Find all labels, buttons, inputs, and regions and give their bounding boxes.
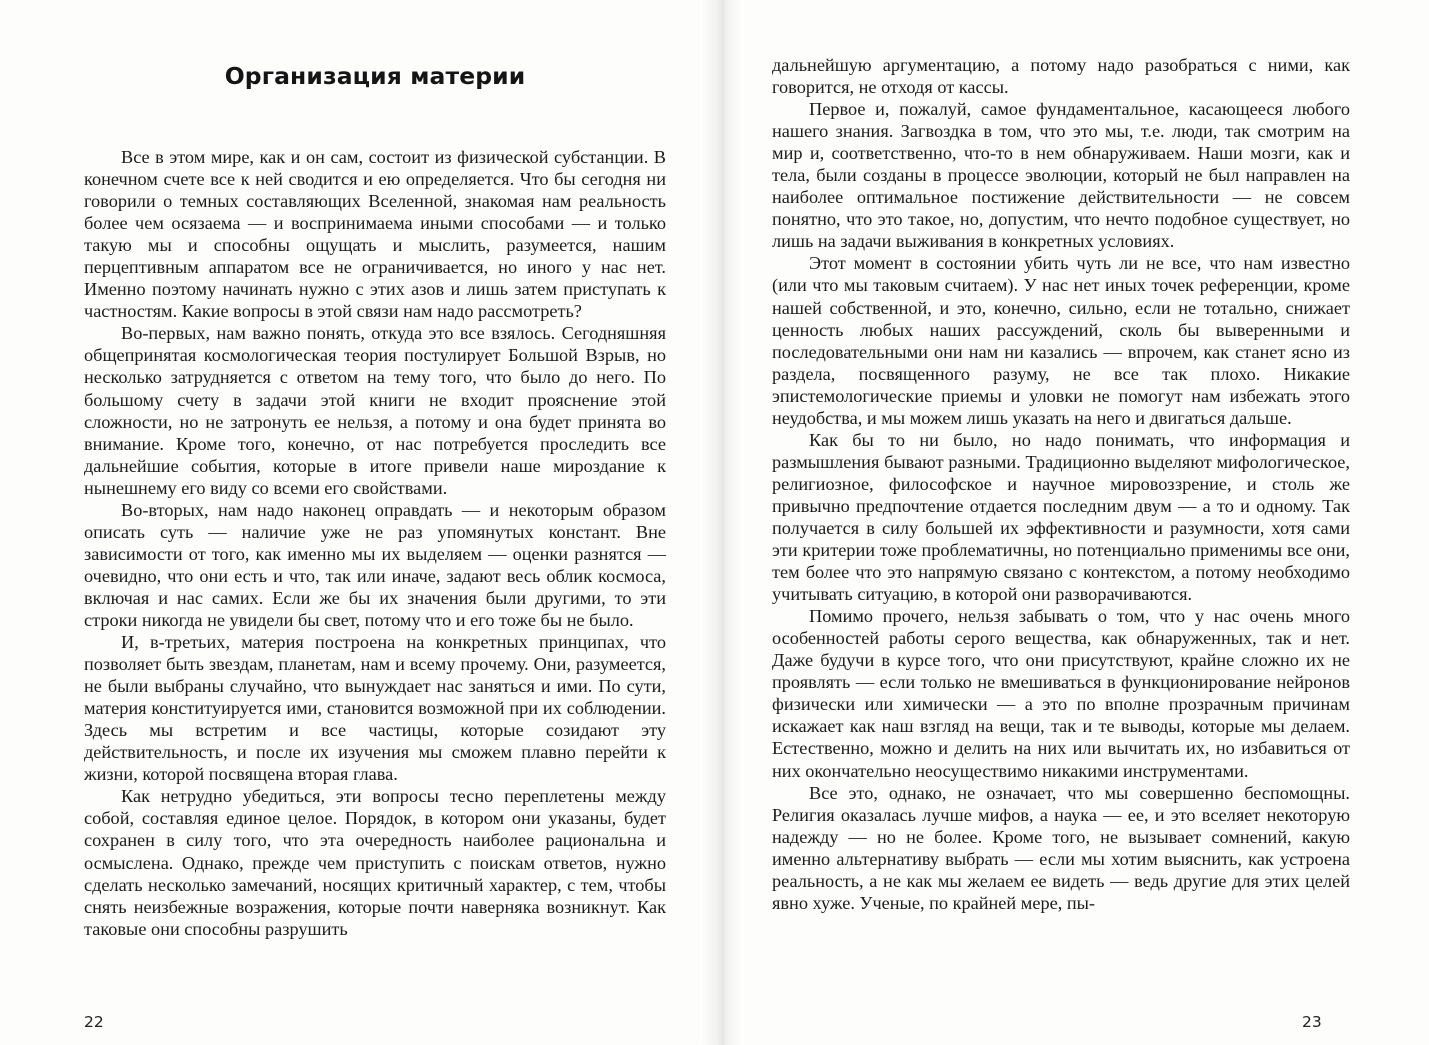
- paragraph: Помимо прочего, нельзя забывать о том, что у нас очень много особенностей работы серого вещества, как обнаруженных, так и нет. Даже будучи в курсе того, что они присутствуют, крайне сложно их не проявлять — если только не вмешиваться в функционирование нейронов физически или химически — а это по вполне прозрачным причинам искажает как наш взгляд на вещи, так и те выводы, которые мы делаем. Естественно, можно и делить на них или вычитать их, но избавиться от них окончательно неосуществимо никакими инструментами.: [772, 606, 1350, 781]
- paragraph: И, в-третьих, материя построена на конкретных принципах, что позволяет быть звездам, планетам, нам и всему прочему. Они, разумеется, не были выбраны случайно, что вынуждает нас заняться и ими. По сути, материя конституируется ими, становится возможной при их соблюдении. Здесь мы встретим и все частицы, которые созидают эту действительность, и после их изучения мы сможем плавно перейти к жизни, которой посвящена вторая глава.: [84, 632, 666, 785]
- paragraph: Первое и, пожалуй, самое фундаментальное, касающееся любого нашего знания. Загвоздка в том, что это мы, т.е. люди, так смотрим на мир и, соответственно, что-то в нем обнаруживаем. Наши мозги, как и тела, были созданы в процессе эволюции, который не был направлен на наиболее оптимальное постижение действительности — не совсем понятно, что это такое, но, допустим, что нечто подобное существует, но лишь на задачи выживания в конкретных условиях.: [772, 99, 1350, 252]
- right-page: [735, 0, 1429, 1045]
- paragraph: Во-первых, нам важно понять, откуда это все взялось. Сегодняшняя общепринятая космологическая теория постулирует Большой Взрыв, но несколько затрудняется с ответом на тему того, что было до него. По большому счету в задачи этой книги не входит прояснение этой сложности, но не затронуть ее нельзя, а потому и она будет принята во внимание. Кроме того, конечно, от нас потребуется проследить все дальнейшие события, которые в итоге привели наше мироздание к нынешнему его виду со всеми его свойствами.: [84, 323, 666, 498]
- paragraph-continuation: дальнейшую аргументацию, а потому надо разобраться с ними, как говорится, не отходя от кассы.: [772, 55, 1350, 98]
- paragraph: Во-вторых, нам надо наконец оправдать — и некоторым образом описать суть — наличие уже не раз упомянутых констант. Вне зависимости от того, как именно мы их выделяем — оценки разнятся — очевидно, что они есть и что, так или иначе, задают весь облик космоса, включая и нас самих. Если же бы их значения были другими, то эти строки никогда не увидели бы свет, потому что и его тоже бы не было.: [84, 499, 666, 630]
- paragraph: Все это, однако, не означает, что мы совершенно беспомощны. Религия оказалась лучше мифов, а наука — ее, и это вселяет некоторую надежду — но не более. Кроме того, не вызывает сомнений, какую именно альтернативу выбрать — если мы хотим выяснить, как устроена реальность, а не как мы желаем ее видеть — ведь другие для этих целей явно хуже. Ученые, по крайней мере, пы-: [772, 782, 1350, 913]
- left-page-text: [84, 146, 666, 940]
- chapter-heading: Организация материи: [224, 62, 526, 90]
- paragraph: Как нетрудно убедиться, эти вопросы тесно переплетены между собой, составляя единое целое. Порядок, в котором они указаны, будет сохранен в силу того, что эта очередность наиболее рациональна и осмыслена. Однако, прежде чем приступить с поискам ответов, нужно сделать несколько замечаний, носящих критичный характер, с тем, чтобы снять неизбежные возражения, которые почти наверняка возникнут. Как таковые они способны разрушить: [84, 786, 666, 939]
- paragraph: Как бы то ни было, но надо понимать, что информация и размышления бывают разными. Традиционно выделяют мифологическое, религиозное, философское и научное мировоззрение, и столь же привычно предпочтение отдается последним двум — а то и одному. Так получается в силу большей их эффективности и разумности, хотя сами эти критерии тоже проблематичны, но потенциально применимы все они, тем более что это напрямую связано с контекстом, а потому необходимо учитывать ситуацию, в которой они разворачиваются.: [772, 429, 1350, 605]
- page-number: 22: [84, 1013, 104, 1031]
- paragraph: Все в этом мире, как и он сам, состоит из физической субстанции. В конечном счете все к ней сводится и ею определяется. Что бы сегодня ни говорили о темных составляющих Вселенной, знакомая нам реальность более чем осязаема — и воспринимаема иными способами — и только такую мы и способны ощущать и мыслить, разумеется, нашим перцептивным аппаратом все не ограничивается, но иного у нас нет. Именно поэтому начинать нужно с этих азов и лишь затем приступать к частностям. Какие вопросы в этой связи нам надо рассмотреть?: [84, 147, 666, 322]
- page-number: 23: [1302, 1013, 1322, 1031]
- paragraph: Этот момент в состоянии убить чуть ли не все, что нам известно (или что мы таковым считаем). У нас нет иных точек референции, кроме нашей собственной, и это, конечно, сильно, если не тотально, снижает ценность любых наших рассуждений, сколь бы выверенными и последовательными они нам ни казались — впрочем, как станет ясно из раздела, посвященного разуму, не все так плохо. Никакие эпистемологические приемы и уловки не помогут нам избежать этого неудобства, и мы можем лишь указать на него и двигаться дальше.: [772, 253, 1350, 428]
- right-page-text: [772, 54, 1350, 914]
